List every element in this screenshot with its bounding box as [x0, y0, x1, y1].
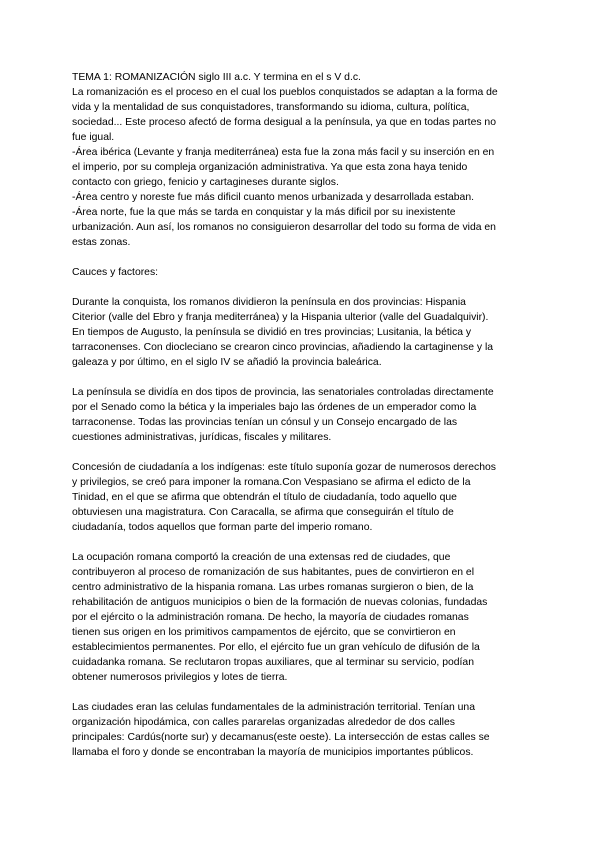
ocupacion-line: por el ejército o la administración romana. De hecho, la mayoría de ciudades romanas [72, 612, 469, 623]
provincias-line: En tiempos de Augusto, la península se dividió en tres provincias; Lusitania, la bética y [72, 327, 472, 338]
ciudades-line: organización hipodámica, con calles pararelas organizadas alrededor de dos calles [72, 717, 455, 728]
tipos-line: tarraconense. Todas las provincias tenían un cónsul y un Consejo encargado de las [72, 417, 458, 428]
tipos-line: La península se dividía en dos tipos de provincia, las senatoriales controladas directamente [72, 387, 494, 398]
document-title-block [72, 70, 530, 85]
area-line: el imperio, por su compleja organización administrativa. Ya que esta zona haya tenido [72, 162, 468, 173]
provincias-line: tarraconenses. Con diocleciano se crearon cinco provincias, añadiendo la cartaginense y la [72, 342, 494, 353]
area-line: urbanización. Aun así, los romanos no consiguieron desarrollar del todo su forma de vida en [72, 222, 496, 233]
paragraph-gap [72, 535, 530, 550]
intro-paragraph [72, 85, 530, 145]
intro-line: sociedad... Este proceso afectó de forma desigual a la península, ya que en todas partes no [72, 117, 496, 128]
ciudadania-line: Tinidad, en el que se afirma que obtendrán el título de ciudadanía, todo aquello que [72, 492, 457, 503]
ciudades-line: principales: Cardús(norte sur) y decamanus(este oeste). La intersección de estas calles se [72, 732, 490, 743]
intro-line: fue igual. [72, 132, 115, 143]
tipos-line: cuestiones administrativas, jurídicas, fiscales y militares. [72, 432, 332, 443]
paragraph-gap [72, 370, 530, 385]
ocupacion-line: rehabilitación de antiguos municipios o bien de la formación de nuevas colonias, fundadas [72, 597, 488, 608]
paragraph-gap [72, 280, 530, 295]
paragraph-gap [72, 445, 530, 460]
provincias-line: galeaza y por último, en el siglo IV se añadió la provincia baleárica. [72, 357, 382, 368]
ciudadania-paragraph [72, 460, 530, 535]
intro-line: La romanización es el proceso en el cual los pueblos conquistados se adaptan a la forma de [72, 87, 498, 98]
section-heading: Cauces y factores: [72, 267, 159, 278]
ciudadania-line: y privilegios, se creó para imponer la romana.Con Vespasiano se afirma el edicto de la [72, 477, 471, 488]
ocupacion-line: cuidadanka romana. Se reclutaron tropas auxiliares, que al terminar su servicio, podían [72, 657, 474, 668]
tipos-line: por el Senado como la bética y la imperiales bajo las órdenes de un emperador como la [72, 402, 477, 413]
ciudades-paragraph [72, 700, 530, 760]
area-line: -Área ibérica (Levante y franja mediterránea) esta fue la zona más facil y su inserción en en [72, 147, 495, 158]
ciudadania-line: ciudadanía, todos aquellos que forman parte del imperio romano. [72, 522, 373, 533]
ciudades-line: llamaba el foro y donde se encontraban la mayoría de municipios importantes públicos. [72, 747, 474, 758]
ocupacion-line: contribuyeron al proceso de romanización de sus habitantes, pues de convirtieron en el [72, 567, 475, 578]
area-line: estas zonas. [72, 237, 131, 248]
paragraph-gap [72, 685, 530, 700]
ocupacion-line: tienen sus origen en los primitivos campamentos de ejército, que se convirtieron en [72, 627, 456, 638]
ocupacion-paragraph [72, 550, 530, 685]
tipos-paragraph [72, 385, 530, 445]
document-title: TEMA 1: ROMANIZACIÓN siglo III a.c. Y termina en el s V d.c. [72, 72, 361, 83]
ciudades-line: Las ciudades eran las celulas fundamentales de la administración territorial. Tenían una [72, 702, 475, 713]
document-page [72, 70, 530, 760]
ocupacion-line: establecimientos permanentes. Por ello, el ejército fue un gran vehículo de difusión de la [72, 642, 480, 653]
ciudadania-line: Concesión de ciudadanía a los indígenas: este título suponía gozar de numerosos derechos [72, 462, 496, 473]
ocupacion-line: obtener numerosos privilegios y lotes de tierra. [72, 672, 288, 683]
section-heading-block [72, 265, 530, 280]
provincias-line: Durante la conquista, los romanos dividieron la península en dos provincias: Hispania [72, 297, 466, 308]
ocupacion-line: La ocupación romana comportó la creación de una extensas red de ciudades, que [72, 552, 451, 563]
provincias-paragraph [72, 295, 530, 370]
ciudadania-line: obtuviesen una magistratura. Con Caracalla, se afirma que conseguirán el título de [72, 507, 454, 518]
intro-line: vida y la mentalidad de sus conquistadores, transformando su idioma, cultura, política, [72, 102, 470, 113]
area-line: contacto con griego, fenicio y cartagineses durante siglos. [72, 177, 339, 188]
ocupacion-line: centro administrativo de la hispania romana. Las urbes romanas surgieron o bien, de la [72, 582, 474, 593]
areas-list [72, 145, 530, 250]
area-line: -Área norte, fue la que más se tarda en conquistar y la más dificil por su inexistente [72, 207, 456, 218]
provincias-line: Citerior (valle del Ebro y franja mediterránea) y la Hispania ulterior (valle del Guadalquivir). [72, 312, 489, 323]
paragraph-gap [72, 250, 530, 265]
area-line: -Área centro y noreste fue más dificil cuanto menos urbanizada y desarrollada estaban. [72, 192, 474, 203]
